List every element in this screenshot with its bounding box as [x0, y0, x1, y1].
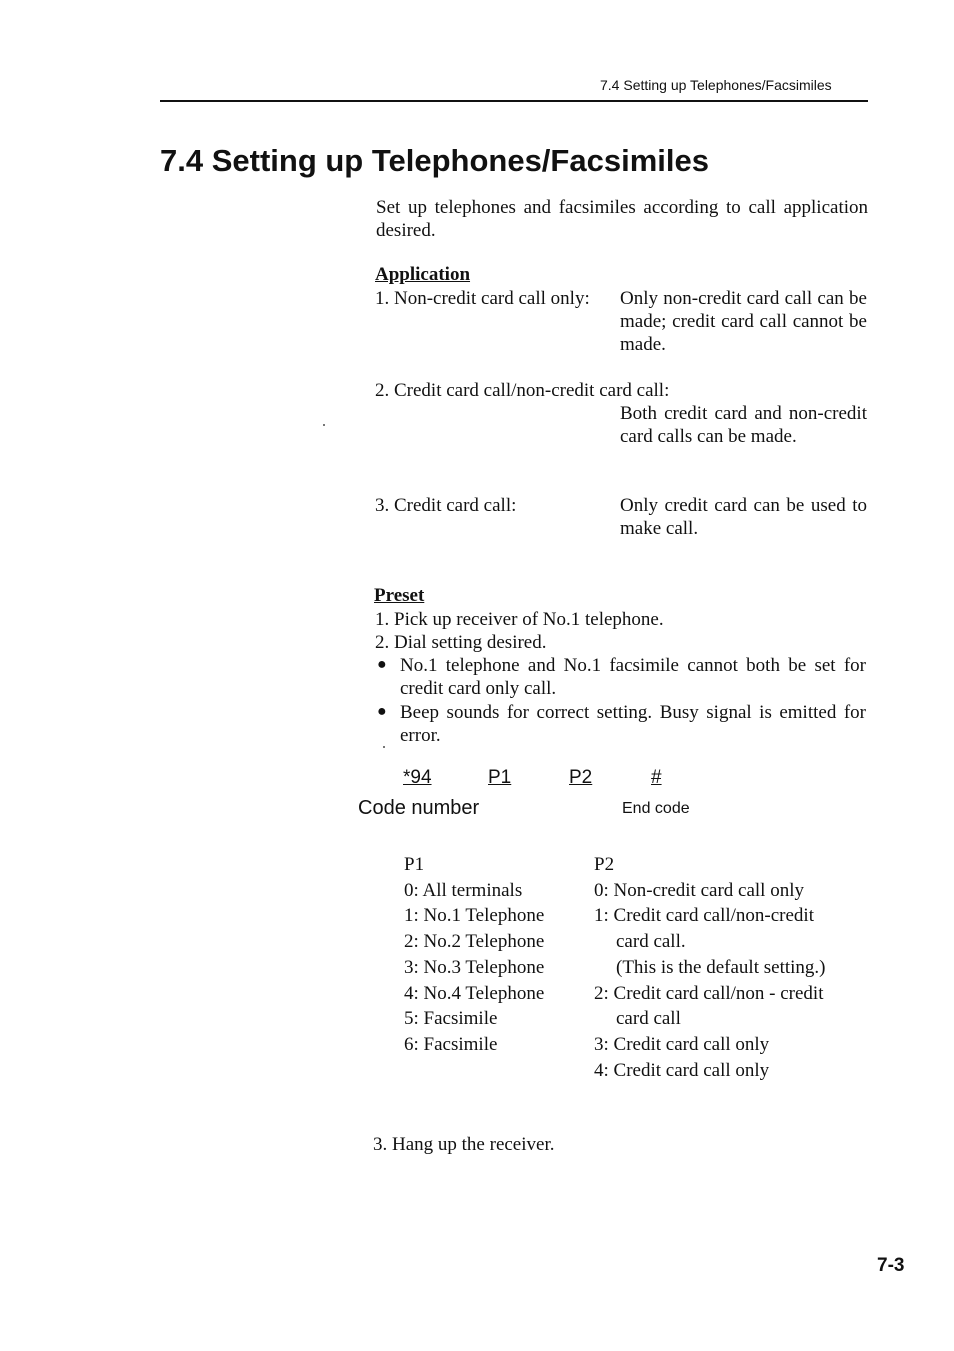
p1-column: [404, 852, 544, 1058]
application-item-3-label: 3. Credit card call:: [375, 495, 517, 516]
scan-speck: [383, 746, 385, 748]
bullet-icon: ●: [377, 656, 387, 673]
p2-line: 3: Credit card call only: [594, 1033, 770, 1055]
running-header: 7.4 Setting up Telephones/Facsimiles: [600, 77, 832, 93]
p1-item: 1: No.1 Telephone: [404, 905, 545, 927]
application-heading: Application: [375, 264, 471, 285]
p2-line: card call.: [616, 931, 686, 953]
code-number-caption: Code number: [358, 797, 480, 819]
preset-heading: Preset: [374, 585, 425, 606]
code-p2: P2: [569, 767, 593, 788]
p2-line: 0: Non-credit card call only: [594, 879, 804, 901]
page-number: 7-3: [877, 1255, 905, 1276]
p2-line: 4: Credit card call only: [594, 1059, 770, 1081]
bullet-icon: ●: [377, 703, 387, 720]
end-code-caption: End code: [622, 800, 690, 817]
application-item-3-desc: Only credit card can be used to make call.: [620, 495, 867, 539]
p1-item: 3: No.3 Telephone: [404, 956, 545, 978]
application-item-1-label: 1. Non-credit card call only:: [375, 288, 590, 309]
intro-paragraph: Set up telephones and facsimiles according to call application desired.: [376, 197, 868, 241]
p2-column: [594, 852, 825, 1083]
application-item-2-label: 2. Credit card call/non-credit card call:: [375, 380, 670, 401]
p1-item: 5: Facsimile: [404, 1008, 498, 1030]
code-end-hash: #: [651, 767, 662, 788]
application-item-2-desc: Both credit card and non-credit card calls can be made.: [620, 403, 867, 447]
preset-bullet-2: Beep sounds for correct setting. Busy signal is emitted for error.: [400, 702, 866, 746]
p1-item: 2: No.2 Telephone: [404, 931, 545, 953]
preset-step-2: 2. Dial setting desired.: [375, 632, 547, 653]
code-star94: *94: [403, 767, 432, 788]
p1-heading: P1: [404, 854, 425, 875]
p1-item: 6: Facsimile: [404, 1033, 498, 1055]
p2-line: card call: [616, 1008, 681, 1030]
p1-item: 4: No.4 Telephone: [404, 982, 545, 1004]
p1-item: 0: All terminals: [404, 879, 523, 901]
application-item-1-desc: Only non-credit card call can be made; credit card call cannot be made.: [620, 288, 867, 355]
scan-speck: [323, 424, 325, 426]
header-rule: [160, 100, 868, 102]
preset-step-1: 1. Pick up receiver of No.1 telephone.: [375, 609, 664, 630]
p2-line: 1: Credit card call/non-credit: [594, 905, 814, 927]
p2-line: 2: Credit card call/non - credit: [594, 982, 824, 1004]
code-p1: P1: [488, 767, 512, 788]
final-step: 3. Hang up the receiver.: [373, 1134, 555, 1155]
p2-line: (This is the default setting.): [616, 956, 826, 978]
page-title: 7.4 Setting up Telephones/Facsimiles: [160, 143, 709, 178]
p2-heading: P2: [594, 854, 615, 875]
preset-bullet-1: No.1 telephone and No.1 facsimile cannot both be set for credit card only call.: [400, 655, 866, 699]
